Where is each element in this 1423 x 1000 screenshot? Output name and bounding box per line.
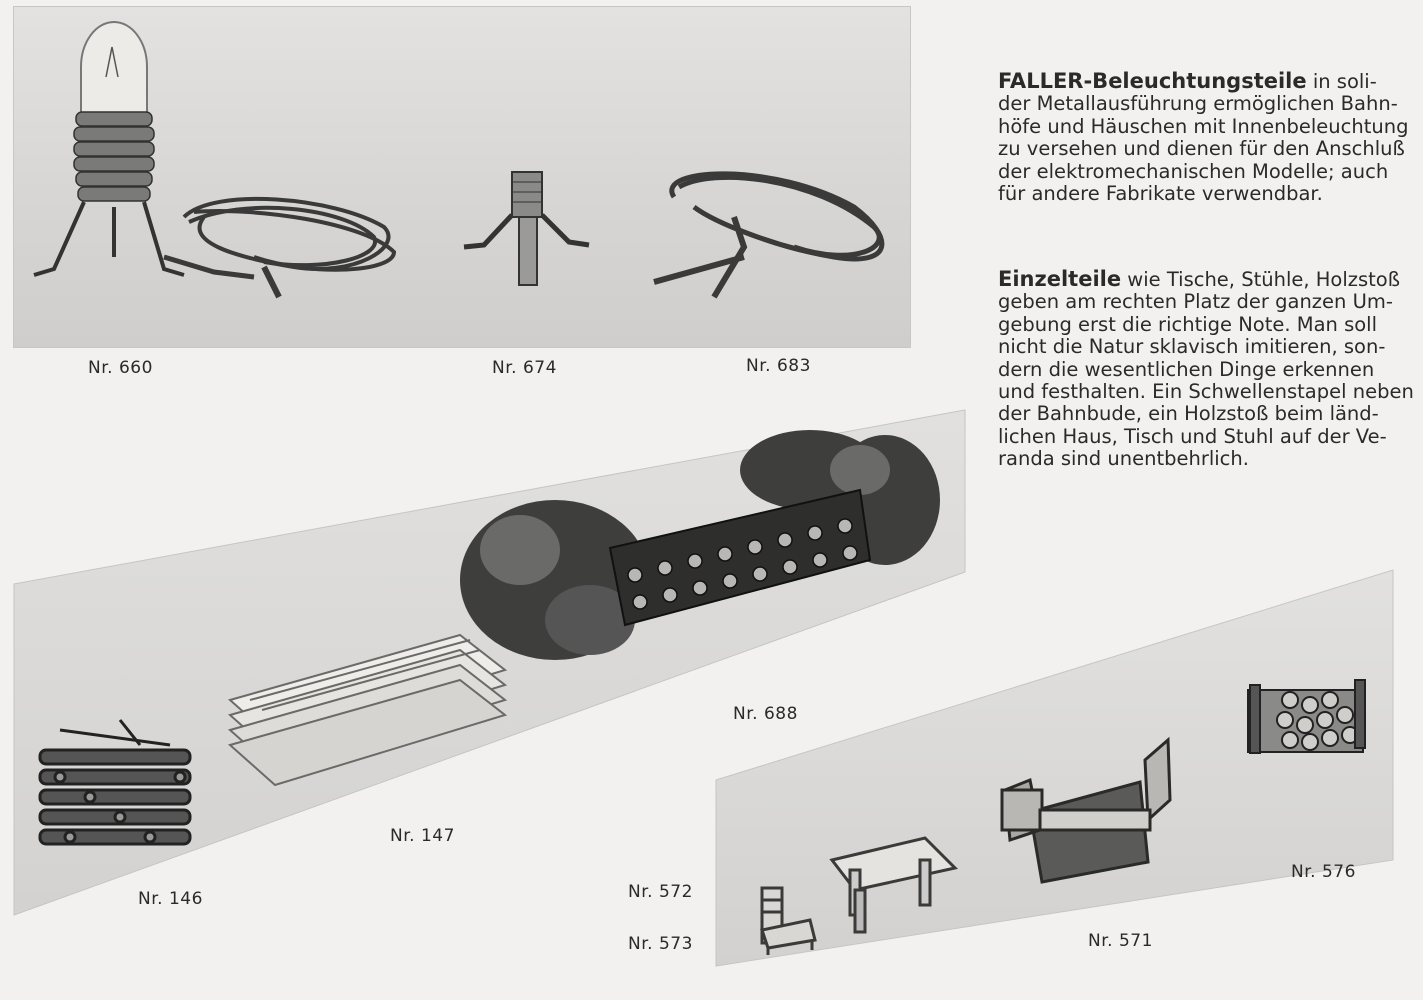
para2-line: nicht die Natur sklavisch imitieren, son- <box>998 335 1386 359</box>
caption-nr-572: Nr. 572 <box>628 882 693 902</box>
para2-line: randa sind unentbehrlich. <box>998 447 1249 471</box>
caption-nr-146: Nr. 146 <box>138 889 203 909</box>
heading-einzelteile: Einzelteile <box>998 267 1122 291</box>
para2-line: der Bahnbude, ein Holzstoß beim länd- <box>998 402 1379 426</box>
caption-nr-571: Nr. 571 <box>1088 931 1153 951</box>
para2-line: lichen Haus, Tisch und Stuhl auf der Ve- <box>998 424 1387 448</box>
paragraph-individual-parts <box>998 267 1414 471</box>
para2-first-text: wie Tische, Stühle, Holzstoß <box>1121 268 1401 291</box>
para2-line: gebung erst die richtige Note. Man soll <box>998 312 1378 336</box>
caption-nr-674: Nr. 674 <box>492 358 557 378</box>
caption-nr-573: Nr. 573 <box>628 934 693 954</box>
para1-line: der elektromechanischen Modelle; auch <box>998 159 1389 183</box>
paragraph-lighting-first-line <box>998 70 1408 93</box>
caption-nr-147: Nr. 147 <box>390 826 455 846</box>
caption-nr-660: Nr. 660 <box>88 358 153 378</box>
para1-line: höfe und Häuschen mit Innenbeleuchtung <box>998 114 1409 138</box>
caption-nr-683: Nr. 683 <box>746 356 811 376</box>
paragraph-lighting-parts <box>998 70 1408 205</box>
para1-first-text: in soli- <box>1306 70 1377 93</box>
caption-nr-688: Nr. 688 <box>733 704 798 724</box>
woodpile-576-image <box>1248 680 1365 753</box>
heading-faller-lighting: FALLER-Beleuchtungsteile <box>998 69 1307 93</box>
para1-line: für andere Fabrikate verwendbar. <box>998 182 1323 206</box>
paragraph-individual-first-line <box>998 268 1408 291</box>
caption-nr-576: Nr. 576 <box>1291 862 1356 882</box>
para1-line: zu versehen und dienen für den Anschluß <box>998 137 1405 161</box>
para2-line: geben am rechten Platz der ganzen Um- <box>998 290 1393 314</box>
para1-line: der Metallausführung ermöglichen Bahn- <box>998 92 1398 116</box>
para2-line: dern die wesentlichen Dinge erkennen <box>998 357 1375 381</box>
para2-line: und festhalten. Ein Schwellenstapel neben <box>998 380 1414 404</box>
